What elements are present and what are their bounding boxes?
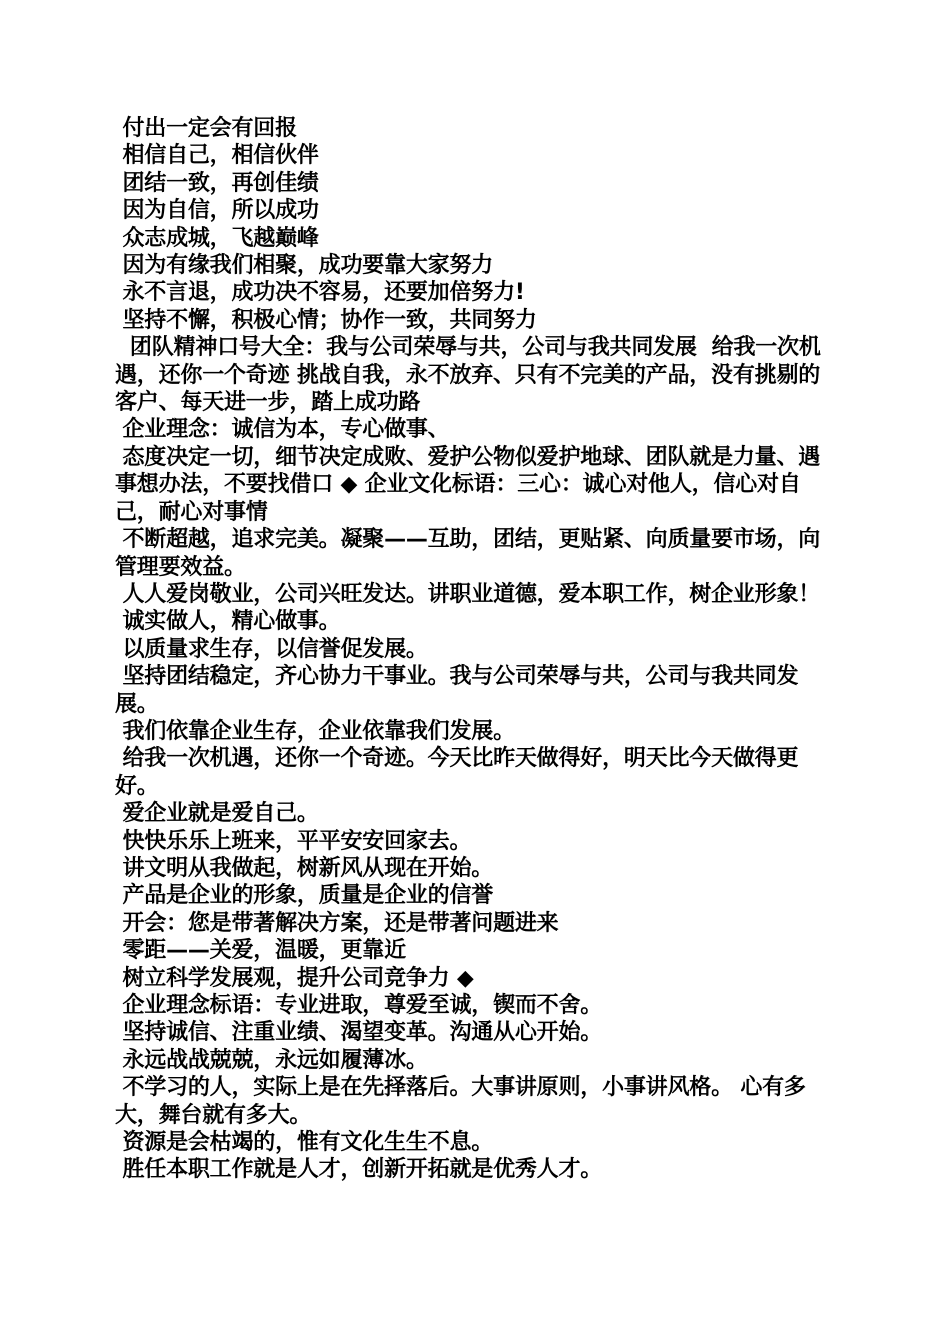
text-line: 因为有缘我们相聚，成功要靠大家努力 <box>115 253 494 279</box>
text-line: 坚持不懈，积极心情；协作一致，共同努力 <box>115 307 537 333</box>
text-line: 不断超越，追求完美。凝聚——互助，团结，更贴紧、向质量要市场，向管理要效益。 <box>115 527 821 580</box>
text-line: 人人爱岗敬业，公司兴旺发达。讲职业道德，爱本职工作，树企业形象！ <box>115 581 821 607</box>
text-line: 产品是企业的形象，质量是企业的信誉 <box>115 883 494 909</box>
text-line: 我们依靠企业生存，企业依靠我们发展。 <box>115 718 515 744</box>
text-line: 开会：您是带著解决方案，还是带著问题进来 <box>115 910 559 936</box>
text-line: 以质量求生存，以信誉促发展。 <box>115 636 428 662</box>
text-line: 树立科学发展观，提升公司竞争力 ◆ <box>115 965 474 991</box>
text-line: 胜任本职工作就是人才，创新开拓就是优秀人才。 <box>115 1157 603 1183</box>
text-line: 永远战战兢兢，永远如履薄冰。 <box>115 1047 428 1073</box>
text-line: 坚持团结稳定，齐心协力干事业。我与公司荣辱与共，公司与我共同发展。 <box>115 664 799 717</box>
text-line: 永不言退，成功决不容易，还要加倍努力! <box>115 280 525 306</box>
text-line: 众志成城，飞越巅峰 <box>115 225 319 251</box>
text-line: 资源是会枯竭的，惟有文化生生不息。 <box>115 1130 494 1156</box>
text-line: 付出一定会有回报 <box>115 116 297 141</box>
text-line: 因为自信，所以成功 <box>115 198 319 224</box>
text-line: 企业理念：诚信为本，专心做事、 <box>115 417 450 443</box>
text-line: 态度决定一切，细节决定成败、爱护公物似爱护地球、团队就是力量、遇事想办法，不要找借口 ◆ 企业文化标语：三心：诚心对他人，信心对自己，耐心对事情 <box>115 444 821 525</box>
text-line: 团结一致，再创佳绩 <box>115 170 319 196</box>
text-line: 讲文明从我做起，树新风从现在开始。 <box>115 855 494 881</box>
text-line: 团队精神口号大全：我与公司荣辱与共，公司与我共同发展 给我一次机遇，还你一个奇迹 挑战自我，永不放弃、只有不完美的产品，没有挑剔的客户、每天进一步，踏上成功路 <box>115 335 821 416</box>
text-line: 不学习的人，实际上是在先择落后。大事讲原则，小事讲风格。 心有多大，舞台就有多大。 <box>115 1075 806 1128</box>
text-line: 零距——关爱，温暖，更靠近 <box>115 938 406 964</box>
text-line: 给我一次机遇，还你一个奇迹。今天比昨天做得好，明天比今天做得更好。 <box>115 746 799 799</box>
text-line: 快快乐乐上班来，平平安安回家去。 <box>115 828 472 854</box>
text-line: 坚持诚信、注重业绩、渴望变革。沟通从心开始。 <box>115 1020 603 1046</box>
document-body <box>115 115 827 1184</box>
text-line: 爱企业就是爱自己。 <box>115 801 319 827</box>
text-line: 企业理念标语：专业进取，尊爱至诚，锲而不舍。 <box>115 993 603 1018</box>
text-line: 诚实做人，精心做事。 <box>115 609 341 635</box>
text-line: 相信自己，相信伙伴 <box>115 143 319 169</box>
